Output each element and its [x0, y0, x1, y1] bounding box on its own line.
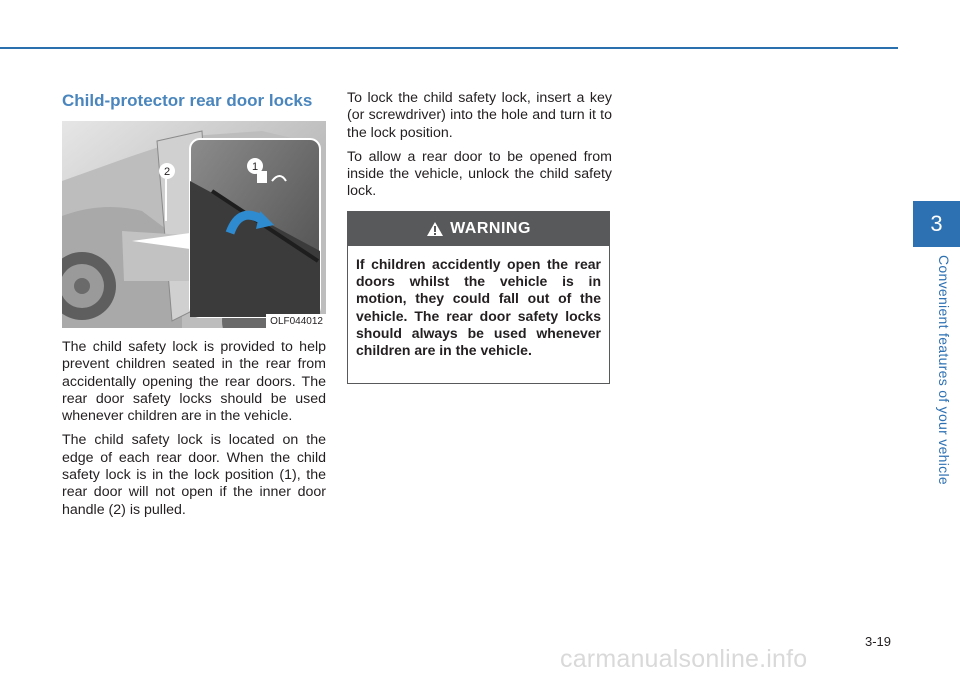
page-number: 3-19	[865, 634, 892, 649]
callout-1: 1	[251, 161, 259, 173]
chapter-tab	[913, 201, 960, 247]
warning-text: If children accidently open the rear doors whilst the vehicle is in motion, they could fall out of the vehicle. The rear door safety locks should always be used whenever children are in the vehicle.	[356, 256, 601, 359]
warning-heading: WARNING	[450, 220, 531, 237]
paragraph-location: The child safety lock is located on the edge of each rear door. When the child safety lock is in the lock position (1), the rear door will not open if the inner door handle (2) is pulled.	[62, 432, 326, 518]
section-title: Child-protector rear door locks	[62, 91, 313, 110]
header-rule	[0, 47, 898, 49]
warning-box	[347, 211, 610, 384]
paragraph-lock-instructions: To lock the child safety lock, insert a key (or screwdriver) into the hole and turn it to the lock position.	[347, 90, 612, 141]
callout-2: 2	[163, 166, 171, 178]
chapter-number: 3	[930, 211, 943, 236]
figure-code: OLF044012	[266, 314, 326, 328]
chapter-title: Convenient features of your vehicle	[936, 255, 952, 485]
car-door-image	[62, 121, 326, 328]
watermark: carmanualsonline.info	[560, 645, 808, 673]
middle-column	[347, 90, 612, 201]
left-column	[62, 90, 326, 519]
paragraph-purpose: The child safety lock is provided to help prevent children seated in the rear from accidentally opening the rear doors. The rear door safety locks should be used whenever children are in the vehicle.	[62, 339, 326, 425]
paragraph-unlock-instructions: To allow a rear door to be opened from inside the vehicle, unlock the child safety lock.	[347, 148, 612, 200]
door-lock-illustration	[62, 121, 326, 328]
warning-header	[348, 212, 609, 246]
warning-triangle-icon	[426, 221, 444, 237]
